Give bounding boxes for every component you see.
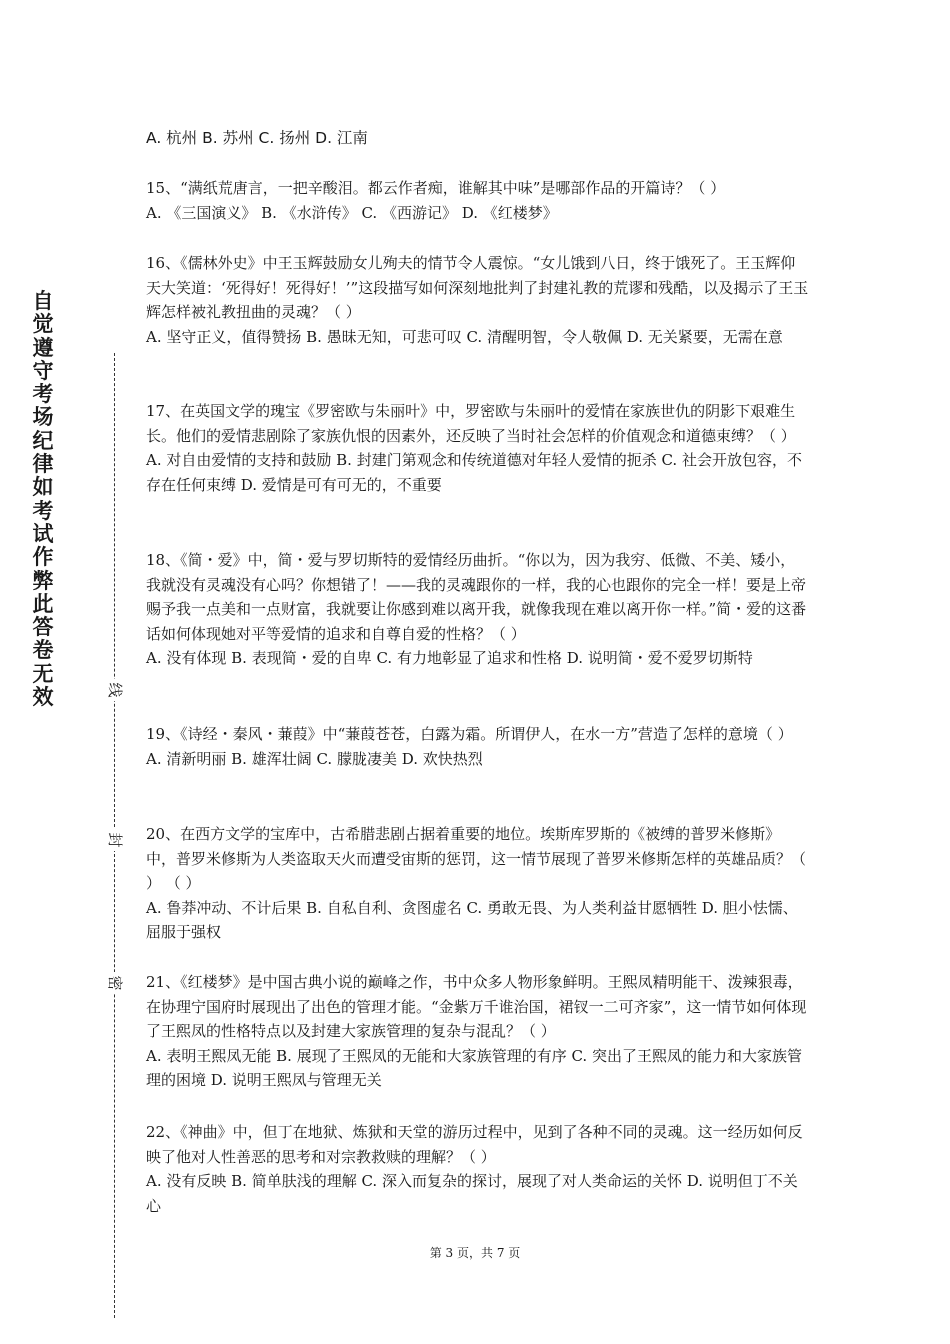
question-16 <box>146 251 810 349</box>
question-options: A. 鲁莽冲动、不计后果 B. 自私自利、贪图虚名 C. 勇敢无畏、为人类利益甘愿牺牲 D. 胆小怯懦、屈服于强权 <box>146 898 798 941</box>
exam-discipline-notice: 自觉遵守考场纪律如考试作弊此答卷无效 <box>32 289 54 710</box>
question-options: A. 坚守正义，值得赞扬 B. 愚昧无知，可悲可叹 C. 清醒明智，令人敬佩 D. 无关紧要，无需在意 <box>146 327 783 346</box>
question-options: A. 对自由爱情的支持和鼓励 B. 封建门第观念和传统道德对年轻人爱情的扼杀 C. 社会开放包容，不存在任何束缚 D. 爱情是可有可无的，不重要 <box>146 451 802 494</box>
question-stem: 21、《红楼梦》是中国古典小说的巅峰之作，书中众多人物形象鲜明。王熙凤精明能干、泼辣狠毒，在协理宁国府时展现出了出色的管理才能。“金紫万千谁治国，裙钗一二可齐家”，这一情节如何体现了王熙凤的性格特点以及封建大家族管理的复杂与混乱？（ ） <box>146 973 807 1040</box>
question-stem: 16、《儒林外史》中王玉辉鼓励女儿殉夫的情节令人震惊。“女儿饿到八日，终于饿死了。王玉辉仰天大笑道：‘死得好！死得好！’”这段描写如何深刻地批判了封建礼教的荒谬和残酷，以及揭示了王玉辉怎样被礼教扭曲的灵魂？（ ） <box>146 254 809 321</box>
question-stem: 22、《神曲》中，但丁在地狱、炼狱和天堂的游历过程中，见到了各种不同的灵魂。这一经历如何反映了他对人性善恶的思考和对宗教救赎的理解？（ ） <box>146 1123 803 1166</box>
previous-question-options: A. 杭州 B. 苏州 C. 扬州 D. 江南 <box>146 129 368 147</box>
question-21 <box>146 970 810 1093</box>
question-stem: 15、“满纸荒唐言，一把辛酸泪。都云作者痴，谁解其中味”是哪部作品的开篇诗？（ ） <box>146 179 726 197</box>
question-options: A. 表明王熙凤无能 B. 展现了王熙凤的无能和大家族管理的有序 C. 突出了王熙凤的能力和大家族管理的困境 D. 说明王熙凤与管理无关 <box>146 1046 802 1089</box>
binding-label-xian: 线 <box>104 679 126 701</box>
question-15 <box>146 176 810 225</box>
question-stem: 19、《诗经・秦风・蒹葭》中“蒹葭苍苍，白露为霜。所谓伊人，在水一方”营造了怎样的意境（ ） <box>146 725 793 743</box>
question-options: A. 没有体现 B. 表现简・爱的自卑 C. 有力地彰显了追求和性格 D. 说明简・爱不爱罗切斯特 <box>146 649 753 667</box>
question-20 <box>146 822 810 945</box>
question-options: A. 没有反映 B. 简单肤浅的理解 C. 深入而复杂的探讨，展现了对人类命运的关怀 D. 说明但丁不关心 <box>146 1172 798 1215</box>
question-stem: 17、在英国文学的瑰宝《罗密欧与朱丽叶》中，罗密欧与朱丽叶的爱情在家族世仇的阴影下艰难生长。他们的爱情悲剧除了家族仇恨的因素外，还反映了当时社会怎样的价值观念和道德束缚？（ ） <box>146 402 796 445</box>
binding-label-feng: 封 <box>104 829 126 851</box>
question-options: A. 《三国演义》 B. 《水浒传》 C. 《西游记》 D. 《红楼梦》 <box>146 203 558 222</box>
binding-label-mi: 密 <box>104 972 126 994</box>
question-17 <box>146 399 810 497</box>
question-18 <box>146 548 810 671</box>
page-footer: 第 3 页，共 7 页 <box>429 1246 521 1260</box>
question-19 <box>146 722 810 771</box>
question-stem: 18、《简・爱》中，简・爱与罗切斯特的爱情经历曲折。“你以为，因为我穷、低微、不美、矮小，我就没有灵魂没有心吗？你想错了！——我的灵魂跟你的一样，我的心也跟你的完全一样！要是上帝赐予我一点美和一点财富，我就要让你感到难以离开我，就像我现在难以离开你一样。”简・爱的这番话如何体现她对平等爱情的追求和自尊自爱的性格？（ ） <box>146 551 807 643</box>
question-stem: 20、在西方文学的宝库中，古希腊悲剧占据着重要的地位。埃斯库罗斯的《被缚的普罗米修斯》中，普罗米修斯为人类盗取天火而遭受宙斯的惩罚，这一情节展现了普罗米修斯怎样的英雄品质？（ ） （ ） <box>146 825 807 892</box>
question-22 <box>146 1120 810 1218</box>
question-options: A. 清新明丽 B. 雄浑壮阔 C. 朦胧凄美 D. 欢快热烈 <box>146 749 483 768</box>
